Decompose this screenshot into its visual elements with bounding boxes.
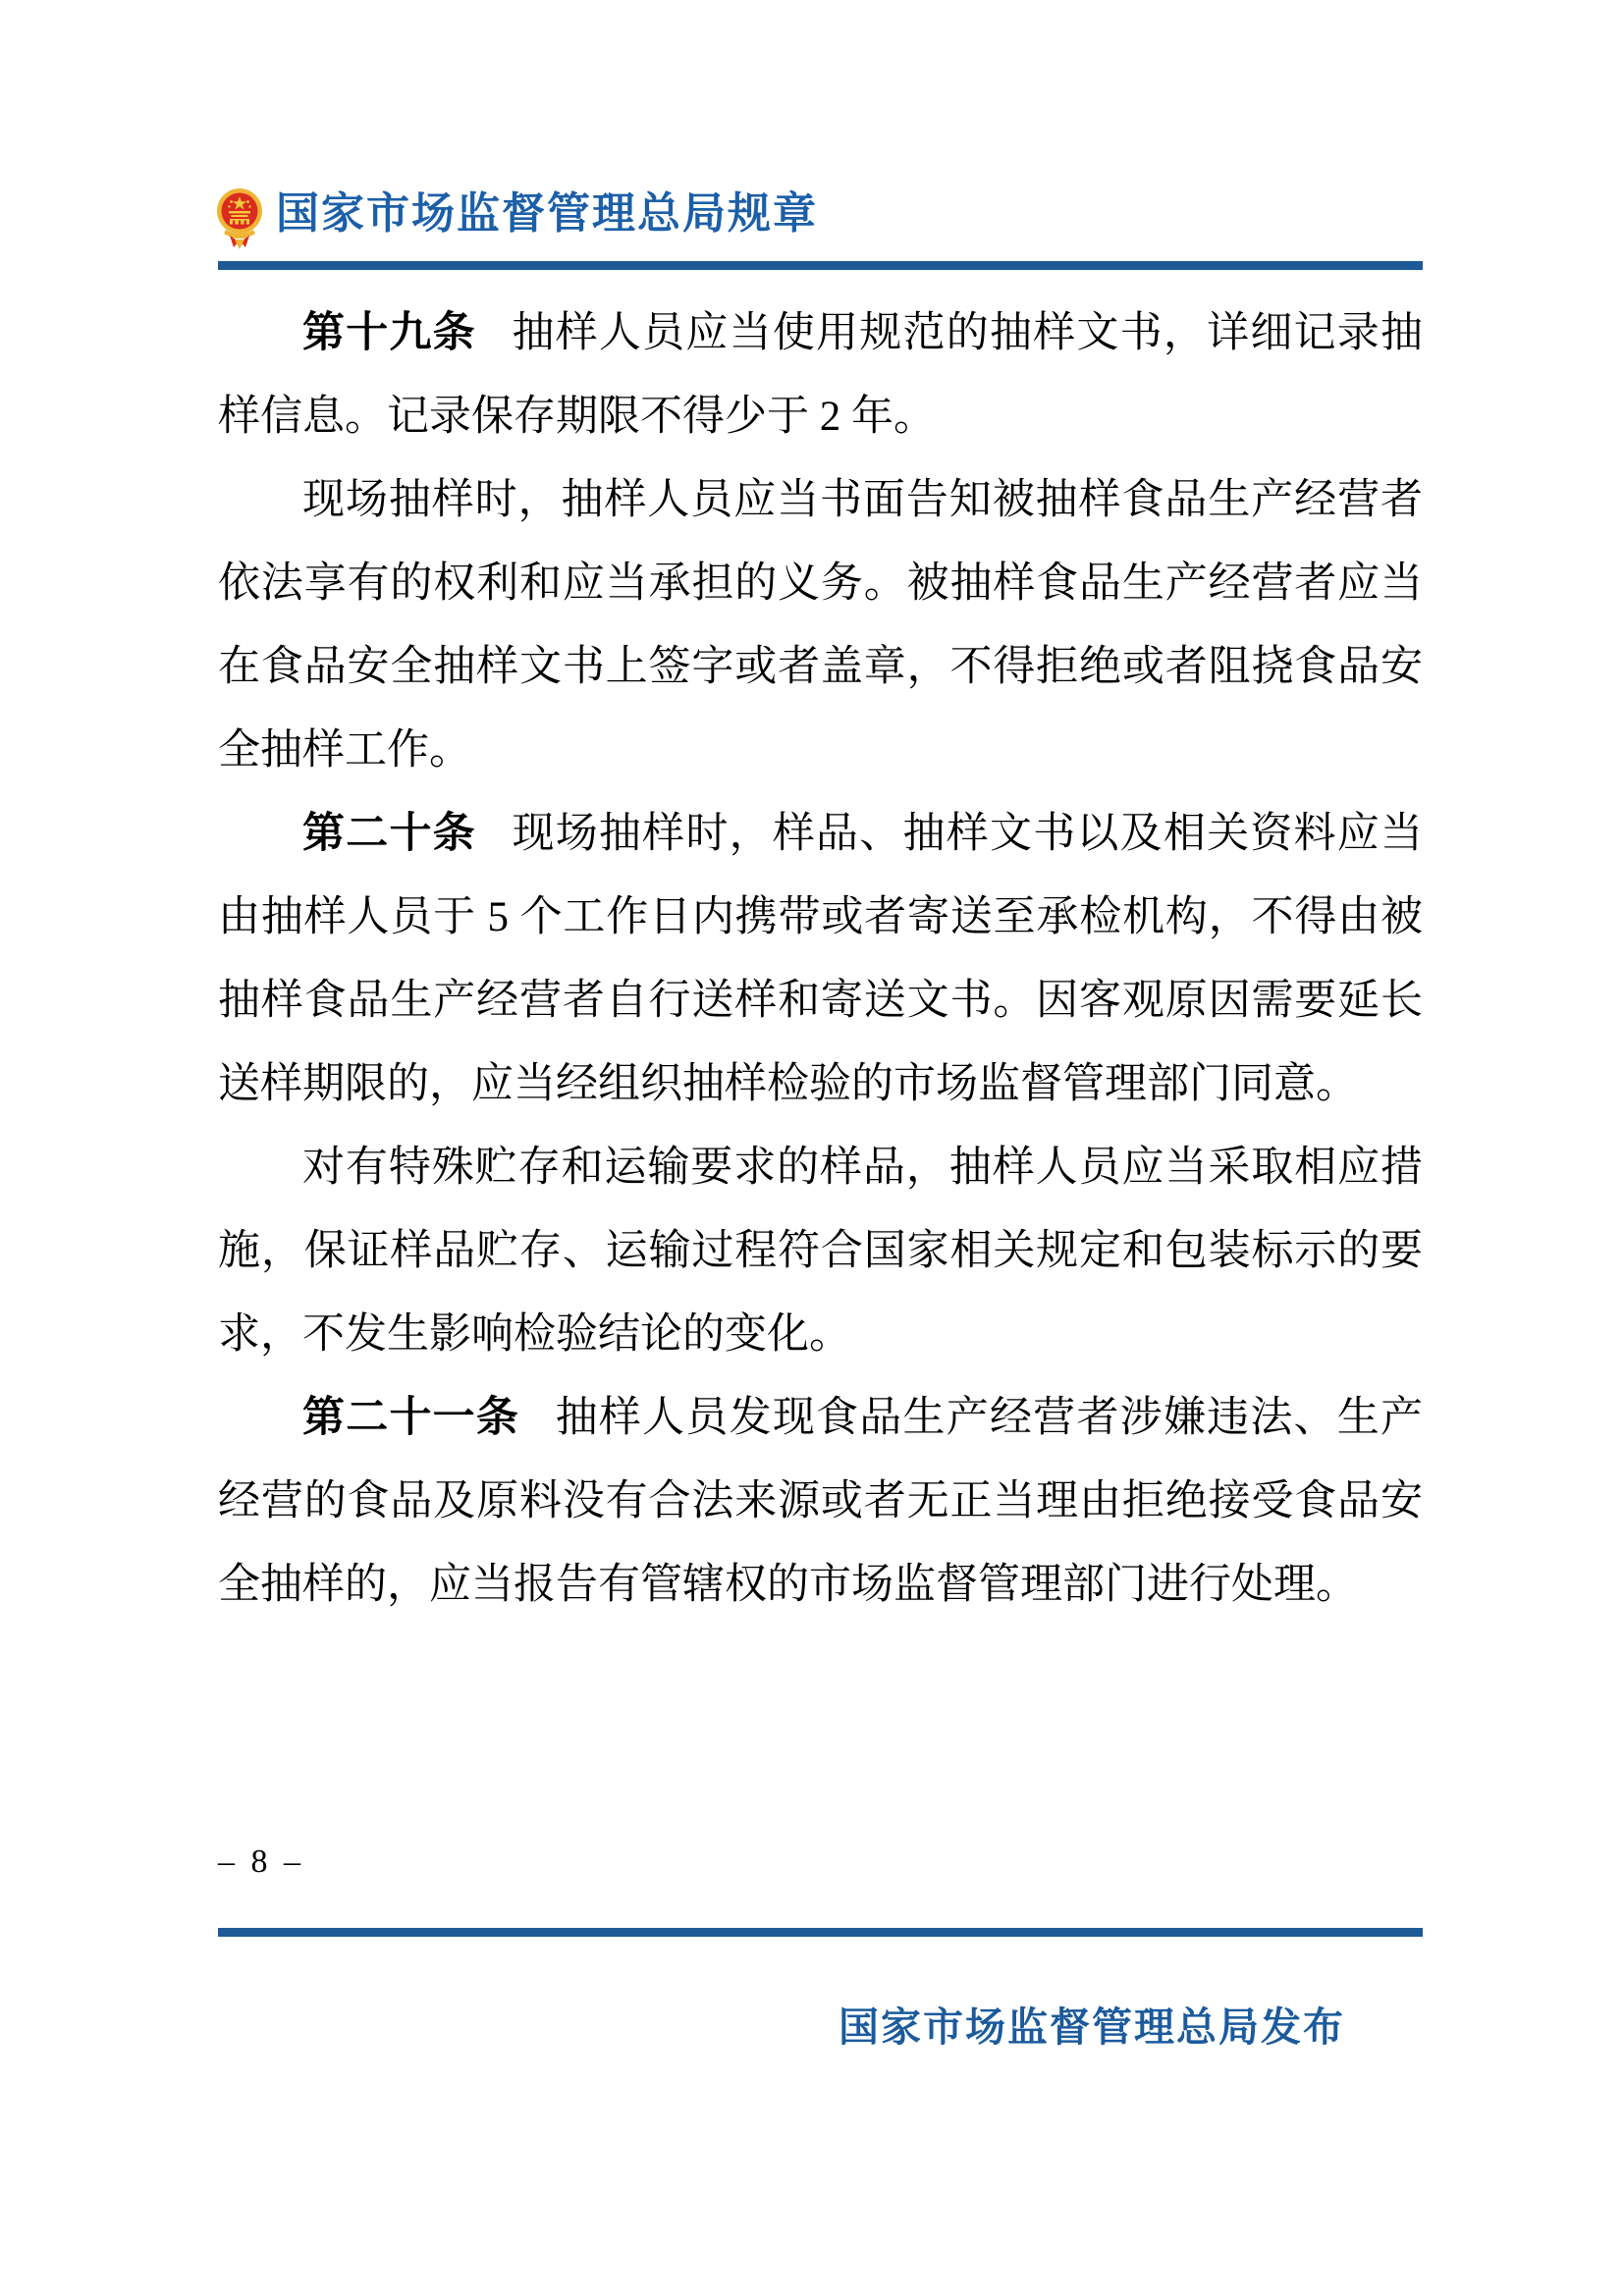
article-19-para2-text: 现场抽样时，抽样人员应当书面告知被抽样食品生产经营者依法享有的权利和应当承担的义务。被抽样食品生产经营者应当在食品安全抽样文书上签字或者盖章，不得拒绝或者阻挠食品安全抽样工作。 — [218, 477, 1423, 774]
paragraph-article-21 — [218, 1376, 1423, 1627]
article-20-para2-text: 对有特殊贮存和运输要求的样品，抽样人员应当采取相应措施，保证样品贮存、运输过程符合国家相关规定和包装标示的要求，不发生影响检验结论的变化。 — [218, 1145, 1423, 1358]
paragraph-article-20 — [218, 792, 1423, 1126]
article-19-number: 第十九条 — [302, 309, 476, 356]
page-header-title: 国家市场监督管理总局规章 — [276, 189, 818, 238]
article-20-number: 第二十条 — [302, 810, 476, 857]
article-21-number: 第二十一条 — [302, 1394, 520, 1441]
header-rule-line — [218, 261, 1423, 270]
paragraph-article-19-cont — [218, 458, 1423, 792]
article-20-text: 现场抽样时，样品、抽样文书以及相关资料应当由抽样人员于 5 个工作日内携带或者寄送至承检机构，不得由被抽样食品生产经营者自行送样和寄送文书。因客观原因需要延长送样期限的，应当经组织抽样检验的市场监督管理部门同意。 — [218, 811, 1424, 1107]
page-number: – 8 – — [218, 1843, 304, 1880]
footer-publisher: 国家市场监督管理总局发布 — [839, 2004, 1345, 2050]
article-21-text: 抽样人员发现食品生产经营者涉嫌违法、生产经营的食品及原料没有合法来源或者无正当理由拒绝接受食品安全抽样的，应当报告有管辖权的市场监督管理部门进行处理。 — [218, 1395, 1424, 1608]
paragraph-article-20-cont — [218, 1126, 1423, 1376]
paragraph-article-19 — [218, 292, 1423, 458]
page-header — [216, 185, 1421, 249]
china-national-emblem-icon — [216, 185, 263, 249]
footer-rule-line — [218, 1928, 1423, 1937]
article-19-text: 抽样人员应当使用规范的抽样文书，详细记录抽样信息。记录保存期限不得少于 2 年。 — [218, 310, 1424, 440]
document-body — [218, 292, 1423, 1627]
